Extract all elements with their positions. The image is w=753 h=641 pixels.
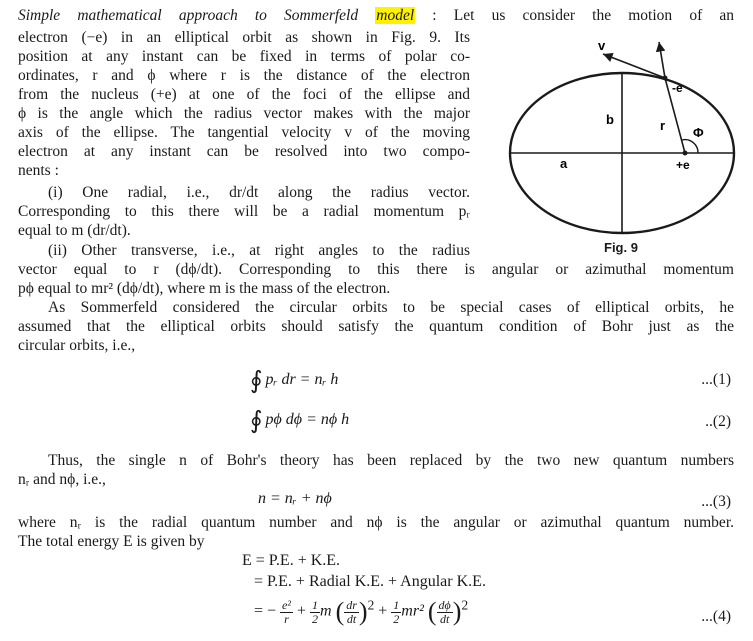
paren-open-icon: ( — [335, 597, 345, 626]
paren-close-icon: ) — [452, 597, 462, 626]
highlighted-word: model — [376, 7, 415, 24]
intro-line: electron at any instant can be resolved into two compo- — [18, 143, 470, 160]
equation-2-number: ..(2) — [705, 413, 731, 430]
fraction-one-half-2: $\frac{1}{2}$ — [393, 597, 400, 626]
intro-line: ϕ is the angle which the radius vector makes with the major — [18, 105, 470, 122]
eq4-plus-2: + — [378, 602, 388, 620]
para3-line: As Sommerfeld considered the circular orbits to be special cases of elliptical orbits, he — [48, 299, 734, 316]
paren-open-icon: ( — [427, 597, 437, 626]
label-b: b — [606, 112, 614, 127]
para3-line: circular orbits, i.e., — [18, 337, 136, 354]
label-v: v — [598, 38, 606, 53]
equation-4-line2: = P.E. + Radial K.E. + Angular K.E. — [254, 573, 486, 590]
electron-dot — [663, 76, 668, 81]
figure-9-ellipse-diagram — [500, 28, 750, 238]
eq4-square-1: 2 — [367, 597, 375, 613]
contour-integral-symbol: ∮ — [250, 368, 263, 394]
paren-close-icon: ) — [358, 597, 368, 626]
fraction-e2-over-r: $\frac{\text{e²}}{r}$ — [282, 597, 291, 626]
equation-4-number: ...(4) — [701, 608, 731, 625]
label-electron: -e — [672, 81, 683, 95]
eq4-plus-1: + — [296, 602, 307, 620]
eq4-square-2: 2 — [461, 597, 469, 613]
heading-lead: Simple mathematical approach to Sommerfeld — [18, 7, 359, 24]
equation-1-number: ...(1) — [701, 371, 731, 388]
intro-line: position at any instant can be fixed in terms of polar co- — [18, 48, 470, 65]
figure-caption: Fig. 9 — [604, 240, 638, 255]
equation-4-line1: E = P.E. + K.E. — [242, 552, 341, 569]
para3-line: assumed that the elliptical orbits should satisfy the quantum condition of Bohr just as the — [18, 318, 734, 335]
equation-3: n = nᵣ + nϕ — [258, 490, 332, 507]
para4-line: Thus, the single n of Bohr's theory has been replaced by the two new quantum numbers — [48, 452, 734, 469]
para5-line: where nᵣ is the radial quantum number and nϕ is the angular or azimuthal quantum number. — [18, 514, 734, 531]
item2-line: (ii) Other transverse, i.e., at right angles to the radius — [48, 242, 470, 259]
label-phi: Φ — [693, 125, 704, 140]
item1-line: equal to m (dr/dt). — [18, 222, 131, 239]
para4-line: nᵣ and nϕ, i.e., — [18, 471, 106, 488]
equation-4-line3 — [254, 597, 468, 627]
eq4-prefix: = − — [254, 602, 277, 620]
intro-line: nents : — [18, 162, 59, 179]
item2-line: vector equal to r (dϕ/dt). Corresponding to this there is angular or azimuthal momentum — [18, 261, 734, 278]
nucleus-dot — [683, 151, 688, 156]
intro-line: from the nucleus (+e) at one of the foci of the ellipse and — [18, 86, 470, 103]
intro-line: ordinates, r and ϕ where r is the distance of the electron — [18, 67, 470, 84]
section-heading-line — [18, 6, 734, 25]
intro-line: electron (−e) in an elliptical orbit as shown in Fig. 9. Its — [18, 29, 470, 46]
fraction-one-half: $\frac{1}{2}$ — [312, 597, 319, 626]
equation-1 — [250, 366, 338, 395]
eq4-mr2: mr² — [401, 602, 424, 620]
equation-1-expr: pᵣ dr = nᵣ h — [265, 371, 339, 388]
label-r: r — [660, 118, 666, 133]
fraction-dr-dt: $\frac{dr}{dt}$ — [346, 597, 357, 626]
fraction-dphi-dt: $\frac{d\phi}{dt}$ — [438, 597, 451, 626]
item1-line: (i) One radial, i.e., dr/dt along the radius vector. — [48, 184, 470, 201]
item1-line: Corresponding to this there will be a radial momentum pᵣ — [18, 203, 470, 220]
label-a: a — [560, 156, 568, 171]
equation-2 — [250, 406, 349, 435]
item2-line: pϕ equal to mr² (dϕ/dt), where m is the mass of the electron. — [18, 280, 391, 297]
para5-line: The total energy E is given by — [18, 533, 205, 550]
eq4-m: m — [320, 602, 332, 620]
heading-colon: : — [432, 7, 437, 24]
contour-integral-symbol: ∮ — [250, 408, 263, 434]
heading-rest: Let us consider the motion of an — [453, 7, 735, 24]
equation-3-number: ...(3) — [701, 493, 731, 510]
intro-line: axis of the ellipse. The tangential velocity v of the moving — [18, 124, 470, 141]
radial-direction-arrow — [659, 42, 665, 78]
label-nucleus: +e — [676, 158, 690, 172]
equation-2-expr: pϕ dϕ = nϕ h — [265, 411, 350, 428]
